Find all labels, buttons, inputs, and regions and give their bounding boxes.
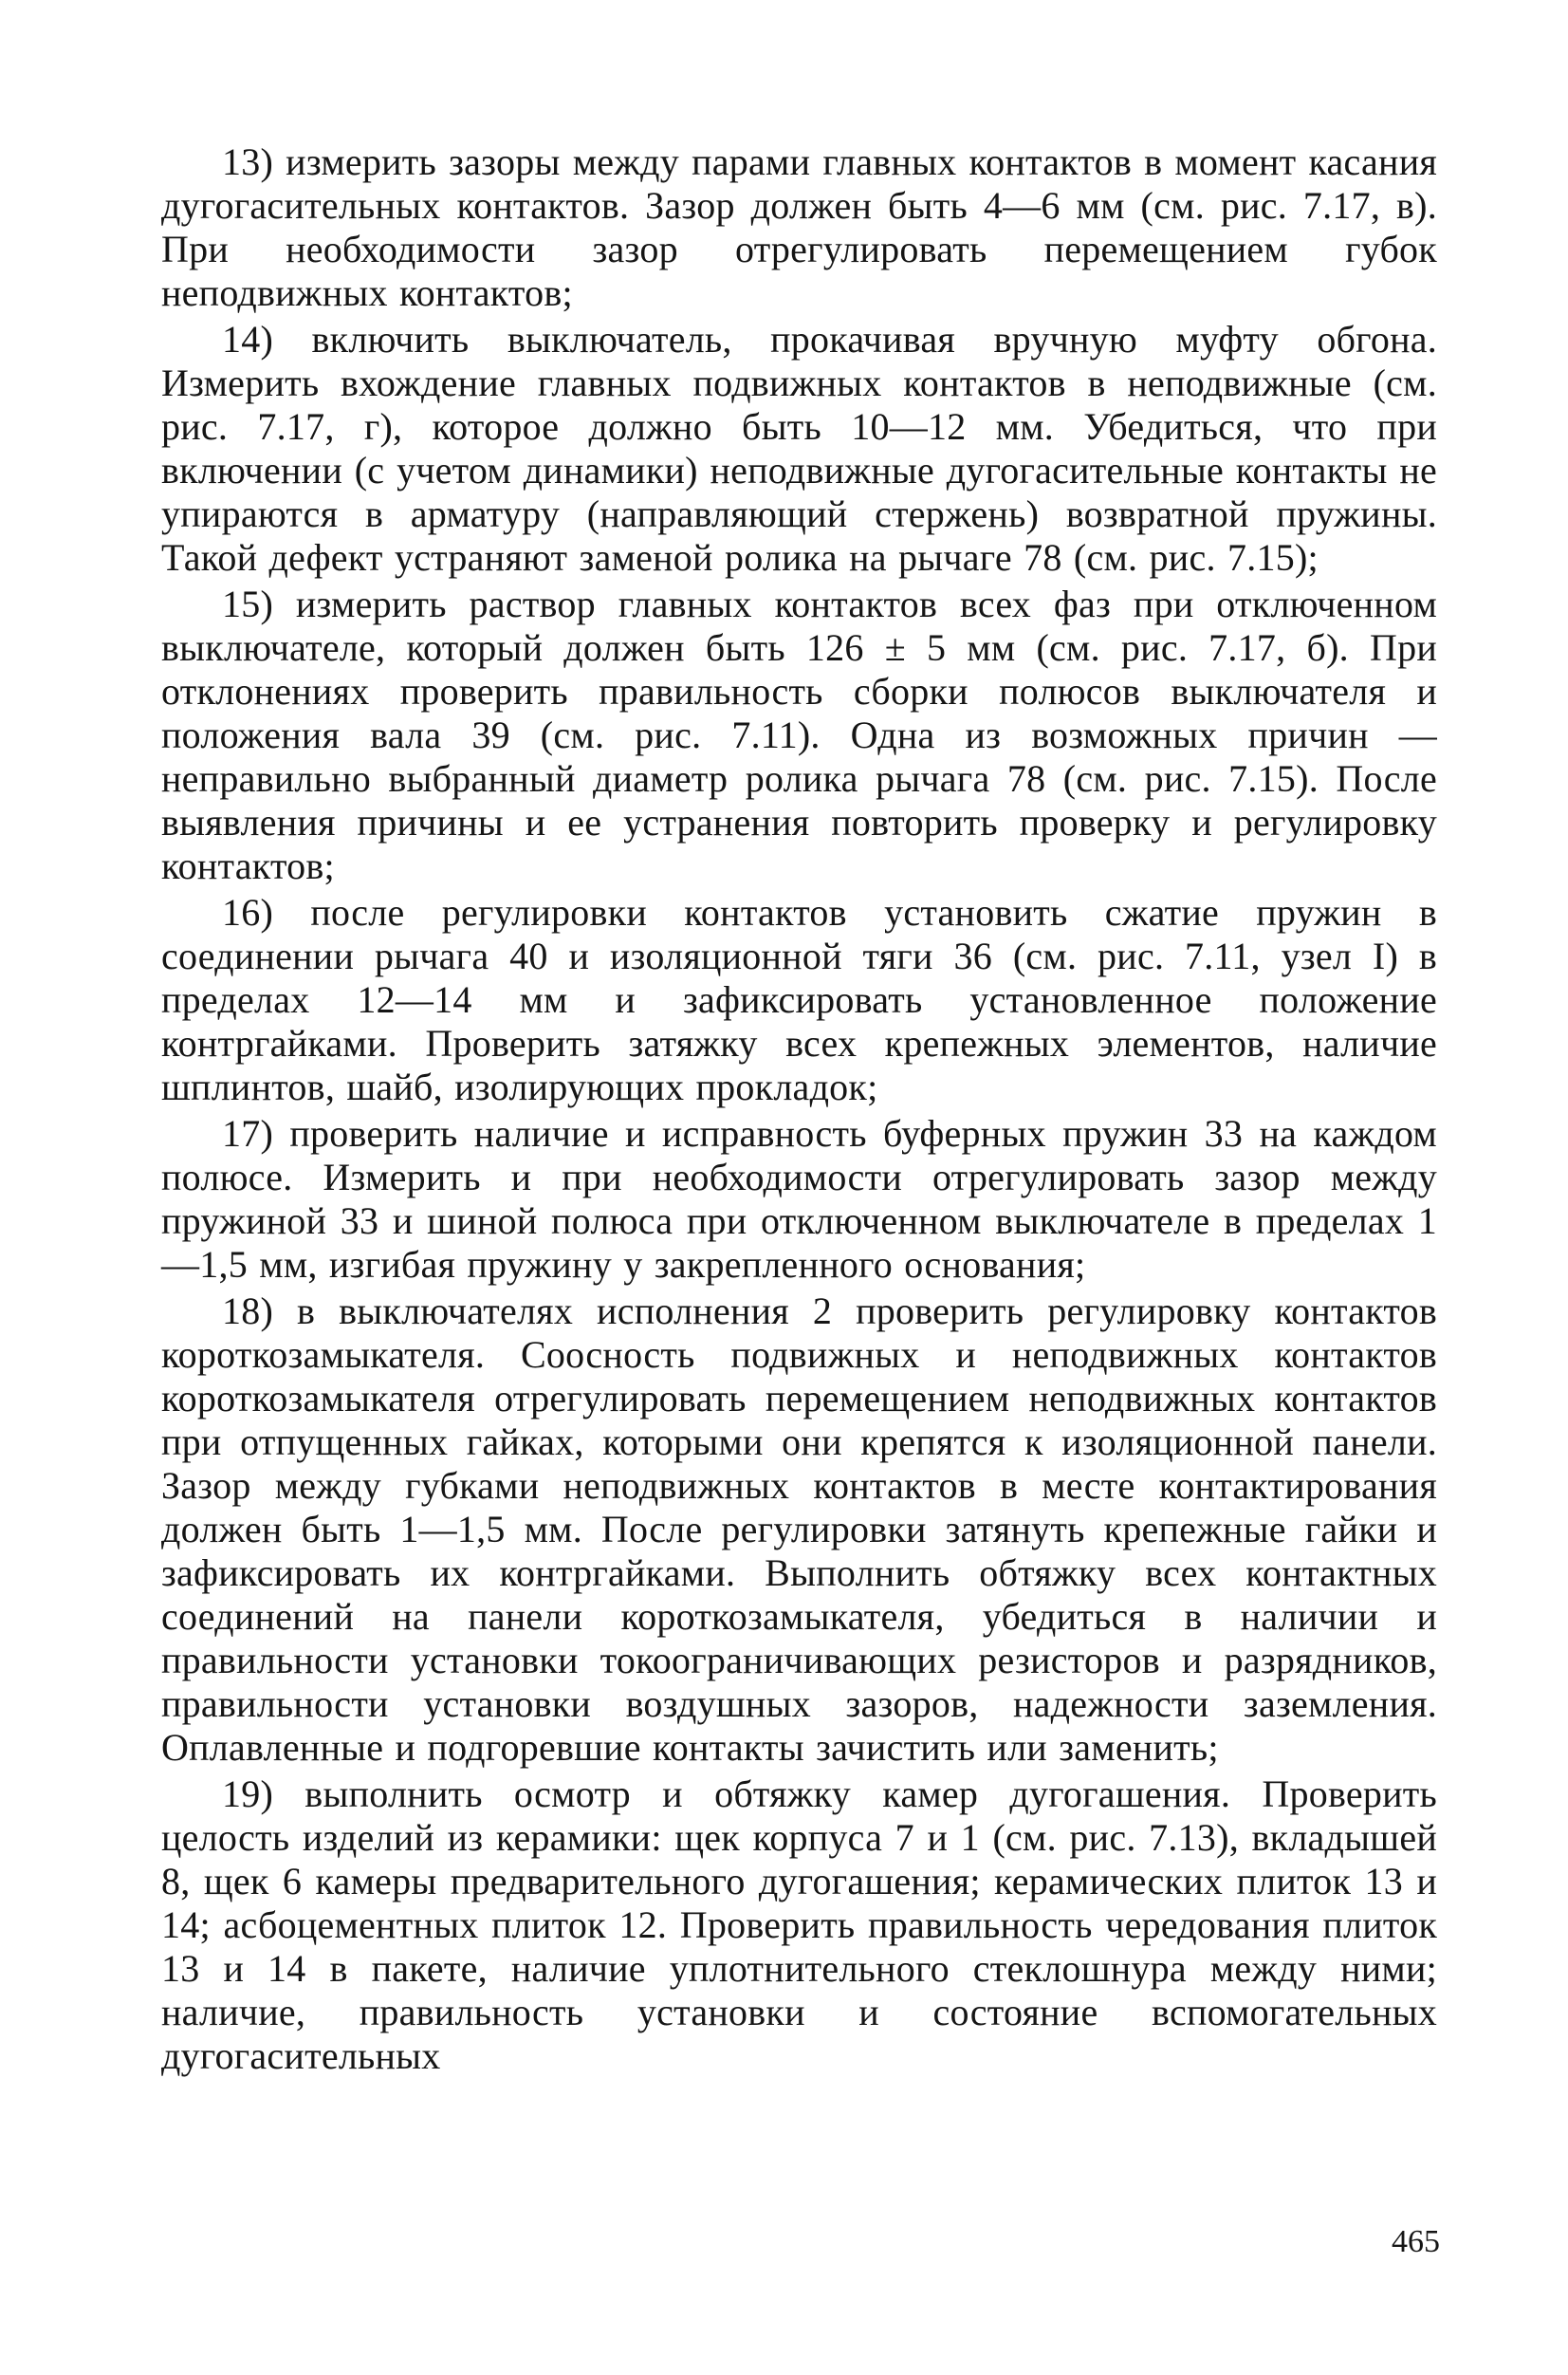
paragraph-17: 17) проверить наличие и исправность буферных пружин 33 на каждом полюсе. Измерить и при необходимости отрегулировать зазор между пружиной 33 и шиной полюса при отключенном выключателе в пределах 1—1,5 мм, изгибая пружину у закрепленного основания; <box>161 1112 1437 1286</box>
paragraph-15: 15) измерить раствор главных контактов всех фаз при отключенном выключателе, который должен быть 126 ± 5 мм (см. рис. 7.17, б). При отклонениях проверить правильность сборки полюсов выключателя и положения вала 39 (см. рис. 7.11). Одна из возможных причин — неправильно выбранный диаметр ролика рычага 78 (см. рис. 7.15). После выявления причины и ее устранения повторить проверку и регулировку контактов; <box>161 583 1437 887</box>
page-number: 465 <box>1392 2224 1440 2259</box>
body-text <box>161 140 1437 2078</box>
paragraph-19: 19) выполнить осмотр и обтяжку камер дугогашения. Проверить целость изделий из керамики: щек корпуса 7 и 1 (см. рис. 7.13), вкладышей 8, щек 6 камеры предварительного дугогашения; керамических плиток 13 и 14; асбоцементных плиток 12. Проверить правильность чередования плиток 13 и 14 в пакете, наличие уплотнительного стеклошнура между ними; наличие, правильность установки и состояние вспомогательных дугогасительных <box>161 1772 1437 2077</box>
paragraph-18: 18) в выключателях исполнения 2 проверить регулировку контактов короткозамыкателя. Соосность подвижных и неподвижных контактов короткозамыкателя отрегулировать перемещением неподвижных контактов при отпущенных гайках, которыми они крепятся к изоляционной панели. Зазор между губками неподвижных контактов в месте контактирования должен быть 1—1,5 мм. После регулировки затянуть крепежные гайки и зафиксировать их контргайками. Выполнить обтяжку всех контактных соединений на панели короткозамыкателя, убедиться в наличии и правильности установки токоограничивающих резисторов и разрядников, правильности установки воздушных зазоров, надежности заземления. Оплавленные и подгоревшие контакты зачистить или заменить; <box>161 1290 1437 1769</box>
paragraph-16: 16) после регулировки контактов установить сжатие пружин в соединении рычага 40 и изоляционной тяги 36 (см. рис. 7.11, узел I) в пределах 12—14 мм и зафиксировать установленное положение контргайками. Проверить затяжку всех крепежных элементов, наличие шплинтов, шайб, изолирующих прокладок; <box>161 891 1437 1108</box>
paragraph-13: 13) измерить зазоры между парами главных контактов в момент касания дугогасительных контактов. Зазор должен быть 4—6 мм (см. рис. 7.17, в). При необходимости зазор отрегулировать перемещением губок неподвижных контактов; <box>161 140 1437 314</box>
paragraph-14: 14) включить выключатель, прокачивая вручную муфту обгона. Измерить вхождение главных подвижных контактов в неподвижные (см. рис. 7.17, г), которое должно быть 10—12 мм. Убедиться, что при включении (с учетом динамики) неподвижные дугогасительные контакты не упираются в арматуру (направляющий стержень) возвратной пружины. Такой дефект устраняют заменой ролика на рычаге 78 (см. рис. 7.15); <box>161 318 1437 579</box>
